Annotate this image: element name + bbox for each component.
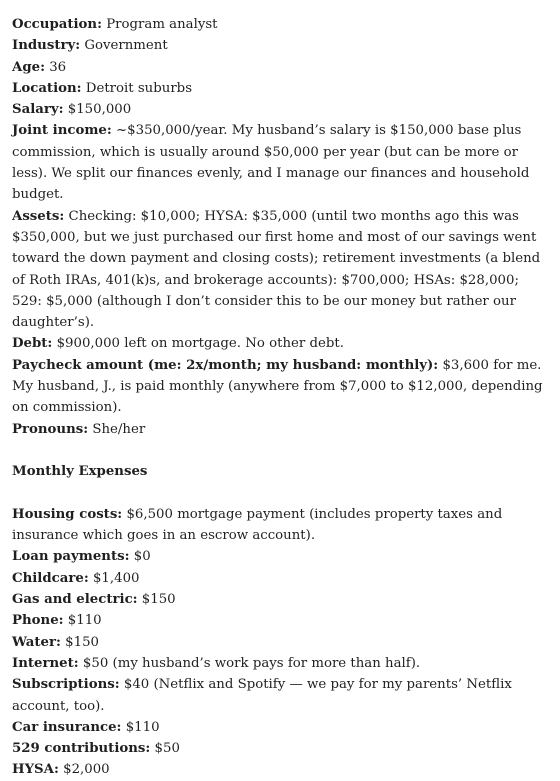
childcare-value: $1,400 (88, 570, 140, 586)
housing-costs-value: $6,500 mortgage payment (includes property taxes and insurance which goes in an escrow account). (12, 506, 503, 544)
location-line (12, 78, 550, 99)
subscriptions-value: $40 (Netflix and Spotify — we pay for my parents’ Netflix account, too). (12, 677, 512, 714)
water-line (12, 632, 550, 653)
subscriptions-label: Subscriptions: (12, 677, 120, 693)
monthly-expenses-heading: Monthly Expenses (12, 464, 148, 480)
assets-value: Checking: $10,000; HYSA: $35,000 (until two months ago this was $350,000, but we just purchased our first home and most of our savings went toward the down payment and closing costs); retirement investments (a blend of Roth IRAs, 401(k)s, and brokerage accounts): $700,000; HSAs: $28,000; 529: $5,000 (although I don’t consider this to be our money but rather our daughter’s). (12, 208, 541, 331)
car-insurance-label: Car insurance: (12, 719, 122, 735)
paycheck-line (12, 355, 550, 419)
debt-line (12, 333, 550, 354)
internet-line (12, 653, 550, 674)
loan-payments-value: $0 (129, 549, 151, 565)
occupation-line (12, 14, 550, 35)
childcare-label: Childcare: (12, 570, 89, 586)
salary-label: Salary: (12, 102, 64, 118)
internet-label: Internet: (12, 655, 79, 671)
hysa-line (12, 759, 550, 780)
assets-line (12, 206, 550, 334)
joint-income-line (12, 120, 550, 205)
phone-label: Phone: (12, 613, 64, 629)
contributions-529-label: 529 contributions: (12, 741, 151, 757)
spacer (12, 440, 550, 461)
occupation-label: Occupation: (12, 17, 102, 32)
pronouns-value: She/her (88, 421, 146, 437)
contributions-529-value: $50 (150, 741, 180, 757)
salary-value: $150,000 (63, 102, 132, 118)
location-value: Detroit suburbs (81, 80, 193, 96)
contributions-529-line (12, 738, 550, 759)
housing-costs-line (12, 504, 550, 547)
salary-line (12, 99, 550, 120)
internet-value: $50 (my husband’s work pays for more than half). (78, 655, 421, 671)
gas-electric-value: $150 (137, 592, 176, 608)
paycheck-label: Paycheck amount (me: 2x/month; my husband: monthly): (12, 357, 439, 373)
subscriptions-line (12, 674, 550, 717)
pronouns-label: Pronouns: (12, 421, 89, 437)
industry-line (12, 35, 550, 56)
age-label: Age: (12, 59, 45, 75)
industry-label: Industry: (12, 38, 81, 54)
spacer (12, 483, 550, 504)
housing-costs-label: Housing costs: (12, 506, 123, 522)
loan-payments-line (12, 546, 550, 567)
water-label: Water: (12, 634, 61, 650)
gas-electric-label: Gas and electric: (12, 592, 138, 608)
industry-value: Government (80, 38, 168, 54)
car-insurance-line (12, 717, 550, 738)
phone-value: $110 (63, 613, 102, 629)
location-label: Location: (12, 80, 82, 96)
hysa-label: HYSA: (12, 762, 59, 778)
loan-payments-label: Loan payments: (12, 549, 130, 565)
debt-value: $900,000 left on mortgage. No other debt. (52, 336, 344, 352)
gas-electric-line (12, 589, 550, 610)
age-value: 36 (44, 59, 67, 75)
joint-income-value: ~$350,000/year. My husband’s salary is $150,000 base plus commission, which is usually around $50,000 per year (but can be more or less). We split our finances evenly, and I manage our finances and household budget. (12, 123, 530, 203)
debt-label: Debt: (12, 336, 53, 352)
phone-line (12, 610, 550, 631)
assets-label: Assets: (12, 208, 65, 224)
hysa-value: $2,000 (58, 762, 110, 778)
water-value: $150 (60, 634, 99, 650)
paycheck-value: $3,600 for me. My husband, J., is paid monthly (anywhere from $7,000 to $12,000, depending on commission). (12, 357, 543, 416)
pronouns-line (12, 419, 550, 440)
childcare-line (12, 568, 550, 589)
age-line (12, 57, 550, 78)
car-insurance-value: $110 (121, 719, 160, 735)
occupation-value: Program analyst (102, 17, 218, 32)
joint-income-label: Joint income: (12, 123, 112, 139)
